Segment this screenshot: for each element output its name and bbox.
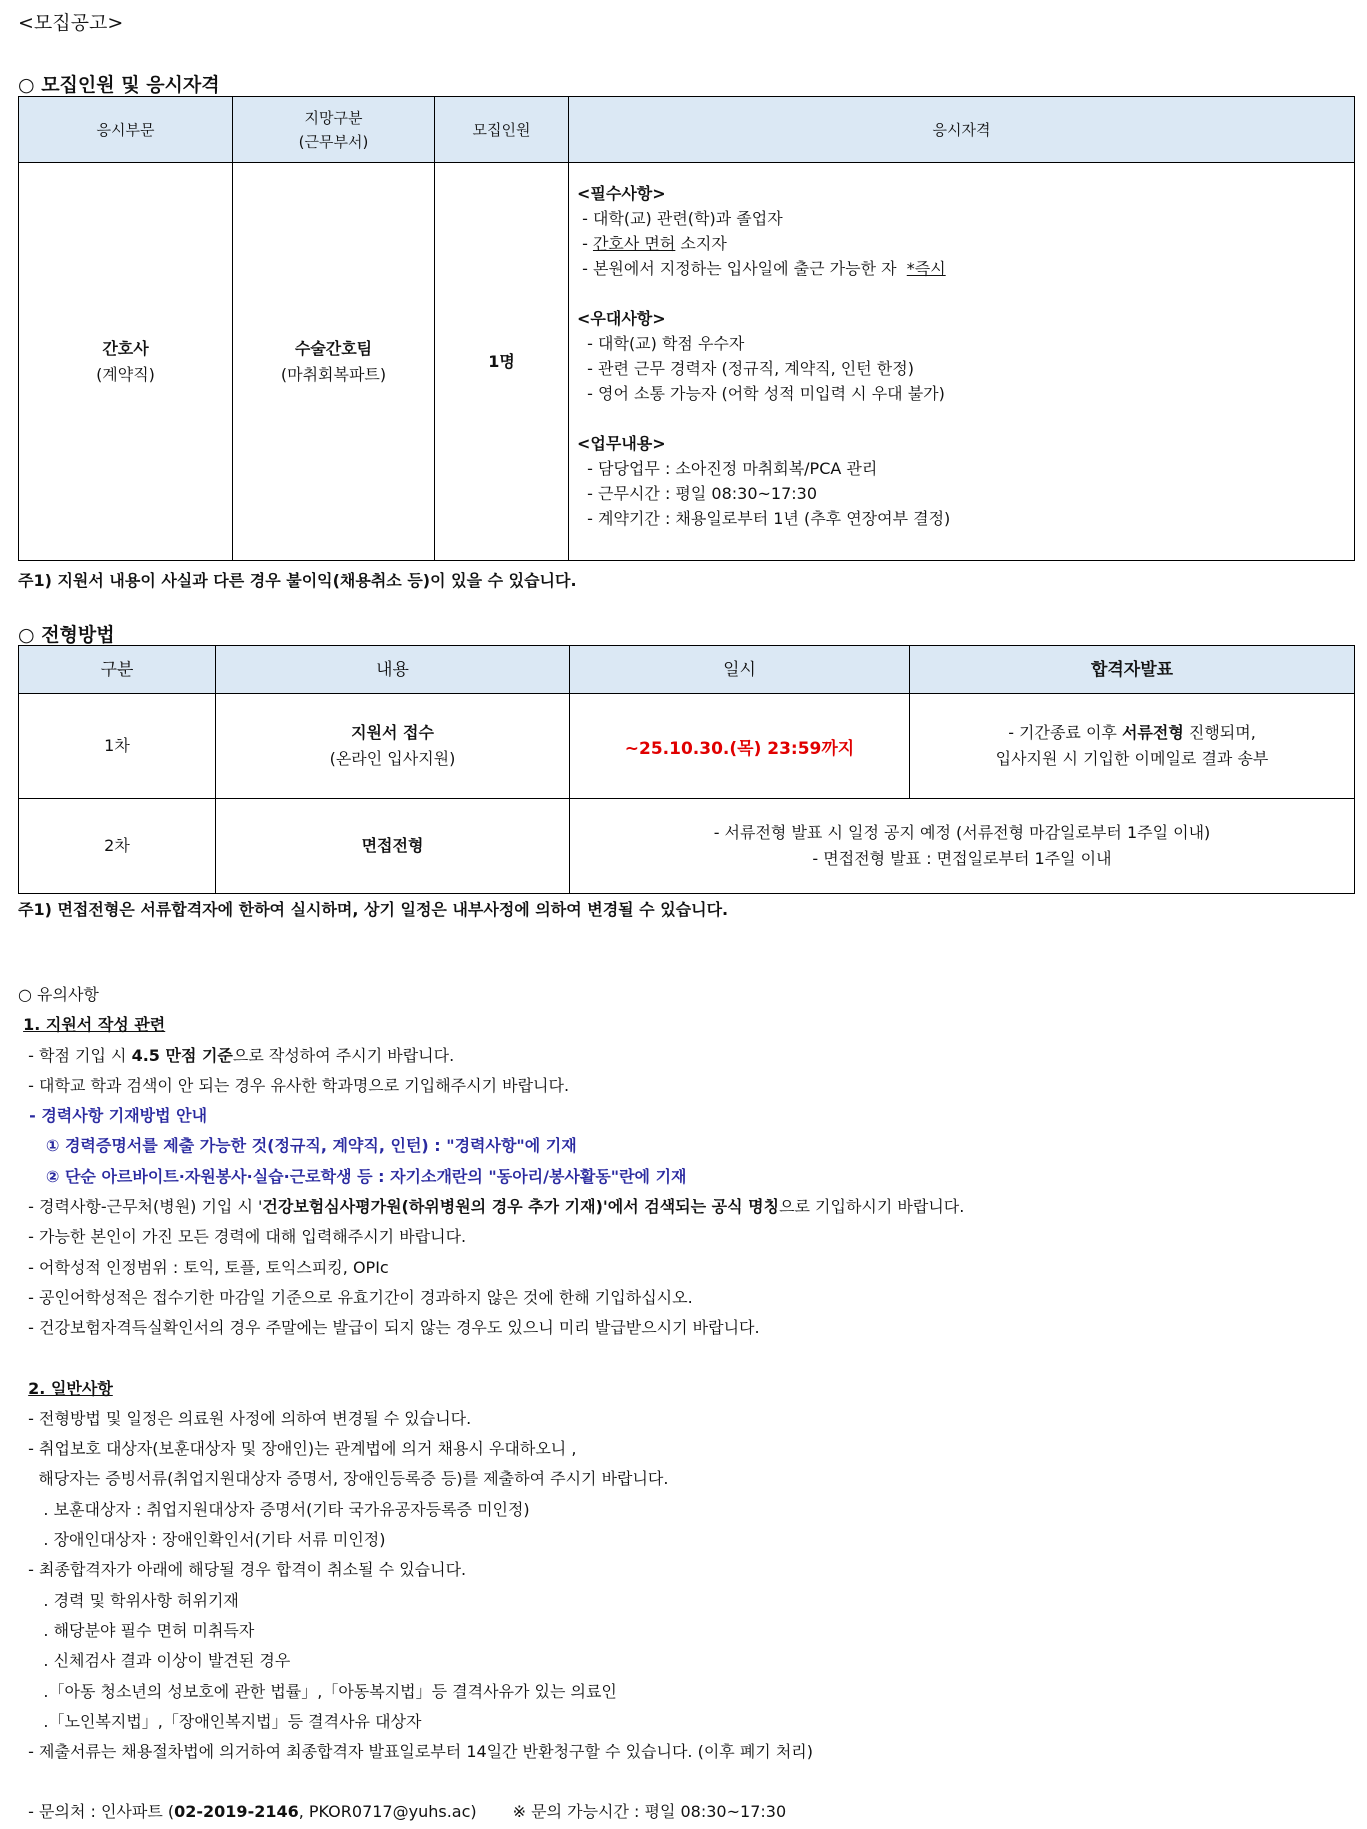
s1-line2: - 대학교 학과 검색이 안 되는 경우 유사한 학과명으로 기입해주시기 바랍니다. <box>18 1075 570 1095</box>
s2-line3: 해당자는 증빙서류(취업지원대상자 증명서, 장애인등록증 등)를 제출하여 주시기 바랍니다. <box>18 1469 669 1489</box>
contact-email: , PKOR0717@yuhs.ac) <box>298 1802 477 1822</box>
deadline: ~25.10.30.(목) 23:59까지 <box>624 738 855 759</box>
s1-l1-bold: 4.5 만점 기준 <box>131 1045 233 1065</box>
section3-heading: ○ 유의사항 <box>18 985 99 1004</box>
duty-1: - 담당업무 : 소아진정 마취회복/PCA 관리 <box>577 459 878 478</box>
result1-cell <box>910 694 1355 799</box>
result1-bold: 서류전형 <box>1121 723 1184 742</box>
area-sub: (마취회복파트) <box>280 364 387 384</box>
required-title: <필수사항> <box>577 184 666 203</box>
sub2-title-text: 2. 일반사항 <box>28 1378 113 1398</box>
header-stage: 구분 <box>19 646 216 694</box>
required-2 <box>577 231 1346 256</box>
s1-line5: ② 단순 아르바이트·자원봉사·실습·근로학생 등 : 자기소개란의 "동아리/봉사활동"란에 기재 <box>18 1166 687 1186</box>
spacer <box>577 281 1346 306</box>
contact-line <box>18 1797 964 1827</box>
s2-line6: - 최종합격자가 아래에 해당될 경우 합격이 취소될 수 있습니다. <box>18 1560 467 1580</box>
header-qual: 응시자격 <box>569 97 1355 163</box>
header-area <box>233 97 435 163</box>
content2-cell: 면접전형 <box>216 799 570 894</box>
area-cell <box>233 163 435 561</box>
preferred-2: - 관련 근무 경력자 (정규직, 계약직, 인턴 한정) <box>577 359 914 378</box>
s1-l6-suffix: 으로 기입하시기 바랍니다. <box>779 1197 965 1217</box>
required-3-prefix: - 본원에서 지정하는 입사일에 출근 가능한 자 <box>577 259 907 278</box>
required-3-immediate: *즉시 <box>906 259 946 278</box>
result1-suffix: 진행되며, <box>1183 723 1256 742</box>
area-main: 수술간호팀 <box>294 338 373 358</box>
duty-title: <업무내용> <box>577 434 666 453</box>
page-title: <모집공고> <box>18 12 124 34</box>
s2-line1: - 전형방법 및 일정은 의료원 사정에 의하여 변경될 수 있습니다. <box>18 1408 472 1428</box>
preferred-title: <우대사항> <box>577 309 666 328</box>
stage1-cell: 1차 <box>19 694 216 799</box>
merged2-cell <box>570 799 1355 894</box>
contact-phone: 02-2019-2146 <box>174 1802 299 1822</box>
count-cell: 1명 <box>435 163 569 561</box>
header-date: 일시 <box>570 646 910 694</box>
s1-l6-bold: 건강보험심사평가원(하위병원의 경우 추가 기재)'에서 검색되는 공식 명칭 <box>262 1197 780 1217</box>
s2-line9: . 신체검사 결과 이상이 발견된 경우 <box>18 1651 291 1671</box>
header-result: 합격자발표 <box>910 646 1355 694</box>
spacer <box>18 1767 964 1797</box>
duty-3: - 계약기간 : 채용일로부터 1년 (추후 연장여부 결정) <box>577 509 951 528</box>
header-area-line2: (근무부서) <box>298 132 369 151</box>
dept-cell <box>19 163 233 561</box>
dept-main: 간호사 <box>102 338 149 358</box>
s2-line11: .「노인복지법」,「장애인복지법」등 결격사유 대상자 <box>18 1711 422 1731</box>
s1-line9: - 공인어학성적은 접수기한 마감일 기준으로 유효기간이 경과하지 않은 것에 한해 기입하십시오. <box>18 1287 693 1307</box>
result1-prefix: - 기간종료 이후 <box>1008 723 1122 742</box>
contact-hours: ※ 문의 가능시간 : 평일 08:30~17:30 <box>512 1802 787 1822</box>
sub1-title <box>18 1010 964 1040</box>
content1-sub: (온라인 입사지원) <box>329 749 456 768</box>
contact-prefix: - 문의처 : 인사파트 ( <box>18 1802 175 1822</box>
s2-line10: .「아동 청소년의 성보호에 관한 법률」,「아동복지법」등 결격사유가 있는 의료인 <box>18 1681 617 1701</box>
s1-line7: - 가능한 본인이 가진 모든 경력에 대해 입력해주시기 바랍니다. <box>18 1227 467 1247</box>
merged2-line1: - 서류전형 발표 시 일정 공지 예정 (서류전형 마감일로부터 1주일 이내) <box>713 823 1211 842</box>
s1-l1-suffix: 으로 작성하여 주시기 바랍니다. <box>232 1045 455 1065</box>
section1-note: 주1) 지원서 내용이 사실과 다른 경우 불이익(채용취소 등)이 있을 수 있습니다. <box>18 571 577 590</box>
s1-line1 <box>18 1041 964 1071</box>
merged2-line2: - 면접전형 발표 : 면접일로부터 1주일 이내 <box>812 849 1112 868</box>
s1-line4: ① 경력증명서를 제출 가능한 것(정규직, 계약직, 인턴) : "경력사항"에 기재 <box>18 1136 577 1156</box>
sub2-title <box>18 1374 964 1404</box>
content1-main: 지원서 접수 <box>351 723 434 742</box>
section2-heading: ○ 전형방법 <box>18 624 115 646</box>
content1-cell <box>216 694 570 799</box>
preferred-3: - 영어 소통 가능자 (어학 성적 미입력 시 우대 불가) <box>577 384 945 403</box>
result1-line1 <box>910 720 1354 746</box>
s2-line12: - 제출서류는 채용절차법에 의거하여 최종합격자 발표일로부터 14일간 반환청구할 수 있습니다. (이후 폐기 처리) <box>18 1742 813 1762</box>
s2-line2: - 취업보호 대상자(보훈대상자 및 장애인)는 관계법에 의거 채용시 우대하오니 , <box>18 1439 577 1459</box>
s2-line8: . 해당분야 필수 면허 미취득자 <box>18 1620 255 1640</box>
s1-l1-prefix: - 학점 기입 시 <box>18 1045 132 1065</box>
selection-table <box>18 645 1355 894</box>
header-dept: 응시부문 <box>19 97 233 163</box>
required-2-prefix: - <box>577 234 593 253</box>
s2-line5: . 장애인대상자 : 장애인확인서(기타 서류 미인정) <box>18 1530 386 1550</box>
s1-line10: - 건강보험자격득실확인서의 경우 주말에는 발급이 되지 않는 경우도 있으니 미리 발급받으시기 바랍니다. <box>18 1318 760 1338</box>
header-content: 내용 <box>216 646 570 694</box>
s1-line3: - 경력사항 기재방법 안내 <box>18 1106 208 1126</box>
spacer <box>18 1344 964 1374</box>
required-2-suffix: 소지자 <box>675 234 727 253</box>
result1-line2: 입사지원 시 기입한 이메일로 결과 송부 <box>995 749 1269 768</box>
dept-sub: (계약직) <box>96 364 155 384</box>
spacer <box>577 406 1346 431</box>
s1-l6-prefix: - 경력사항-근무처(병원) 기입 시 ' <box>18 1197 263 1217</box>
required-1: - 대학(교) 관련(학)과 졸업자 <box>577 209 783 228</box>
section2-note: 주1) 면접전형은 서류합격자에 한하여 실시하며, 상기 일정은 내부사정에 의하여 변경될 수 있습니다. <box>18 900 729 919</box>
qual-cell <box>569 163 1355 561</box>
s1-line6 <box>18 1192 964 1222</box>
duty-2: - 근무시간 : 평일 08:30~17:30 <box>577 484 818 503</box>
stage2-cell: 2차 <box>19 799 216 894</box>
header-count: 모집인원 <box>435 97 569 163</box>
notes-section <box>18 980 964 1828</box>
s1-line8: - 어학성적 인정범위 : 토익, 토플, 토익스피킹, OPIc <box>18 1257 389 1277</box>
date1-cell <box>570 694 910 799</box>
header-area-line1: 지망구분 <box>304 108 363 127</box>
section1-heading: ○ 모집인원 및 응시자격 <box>18 74 220 96</box>
s2-line7: . 경력 및 학위사항 허위기재 <box>18 1590 239 1610</box>
s2-line4: . 보훈대상자 : 취업지원대상자 증명서(기타 국가유공자등록증 미인정) <box>18 1499 530 1519</box>
sub1-title-text: 1. 지원서 작성 관련 <box>23 1015 166 1035</box>
required-2-license: 간호사 면허 <box>592 234 676 253</box>
required-3 <box>577 256 1346 281</box>
preferred-1: - 대학(교) 학점 우수자 <box>577 334 745 353</box>
qualification-table <box>18 96 1355 561</box>
